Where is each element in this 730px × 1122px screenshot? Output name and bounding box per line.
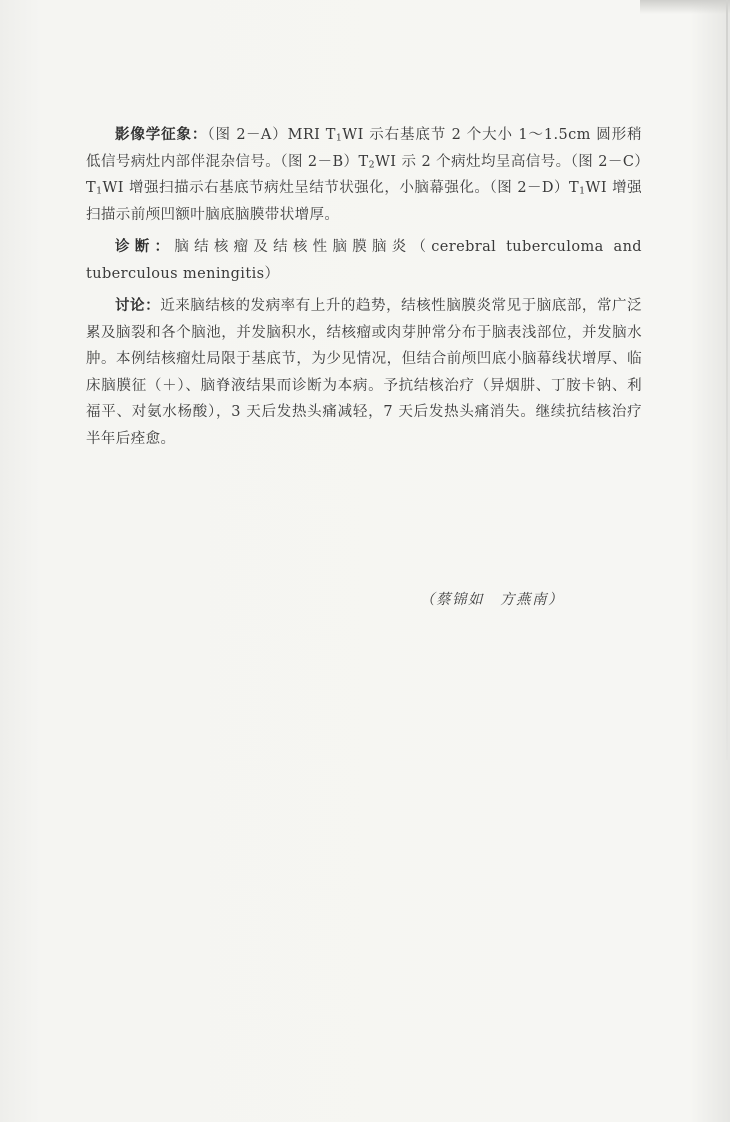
subscript-1: 1	[579, 185, 586, 197]
author-signature: （蔡锦如 方燕南）	[420, 592, 564, 608]
page-edge-shadow	[726, 0, 728, 760]
imaging-text-segment: WI 示右基底节 2 个大小 1～1.5cm 圆形稍低信号病灶内部伴混杂信号。（图 2－B）T	[86, 127, 642, 170]
subscript-2: 2	[368, 158, 375, 170]
imaging-text-segment: WI 示 2 个病灶均呈高信号。（图 2－C）T	[86, 153, 643, 196]
subscript-1: 1	[96, 185, 103, 197]
discussion-paragraph	[86, 293, 642, 452]
imaging-findings-heading: 影像学征象：	[115, 126, 208, 143]
imaging-findings-paragraph	[86, 122, 642, 228]
article-body	[86, 122, 642, 458]
diagnosis-text: 脑结核瘤及结核性脑膜脑炎（cerebral tuberculoma and tuberculous meningitis）	[86, 239, 642, 282]
imaging-text-segment: WI 增强扫描示右基底节病灶呈结节状强化，小脑幕强化。（图 2－D）T	[102, 180, 580, 196]
discussion-heading: 讨论：	[115, 297, 161, 314]
diagnosis-heading: 诊断：	[115, 238, 175, 255]
imaging-text-segment: （图 2－A）MRI T	[207, 127, 336, 143]
imaging-text-segment: WI 增强扫描示前颅凹额叶脑底脑膜带状增厚。	[86, 180, 642, 223]
discussion-text: 近来脑结核的发病率有上升的趋势，结核性脑膜炎常见于脑底部，常广泛累及脑裂和各个脑池，并发脑积水，结核瘤或肉芽肿常分布于脑表浅部位，并发脑水肿。本例结核瘤灶局限于基底节，为少见情况，但结合前颅凹底小脑幕线状增厚、临床脑膜征（＋）、脑脊液结果而诊断为本病。予抗结核治疗（异烟肼、丁胺卡钠、利福平、对氨水杨酸），3 天后发热头痛减轻，7 天后发热头痛消失。继续抗结核治疗半年后痊愈。	[86, 298, 642, 447]
subscript-1: 1	[335, 132, 343, 144]
page-corner-shadow	[640, 0, 730, 14]
diagnosis-paragraph	[86, 234, 642, 287]
